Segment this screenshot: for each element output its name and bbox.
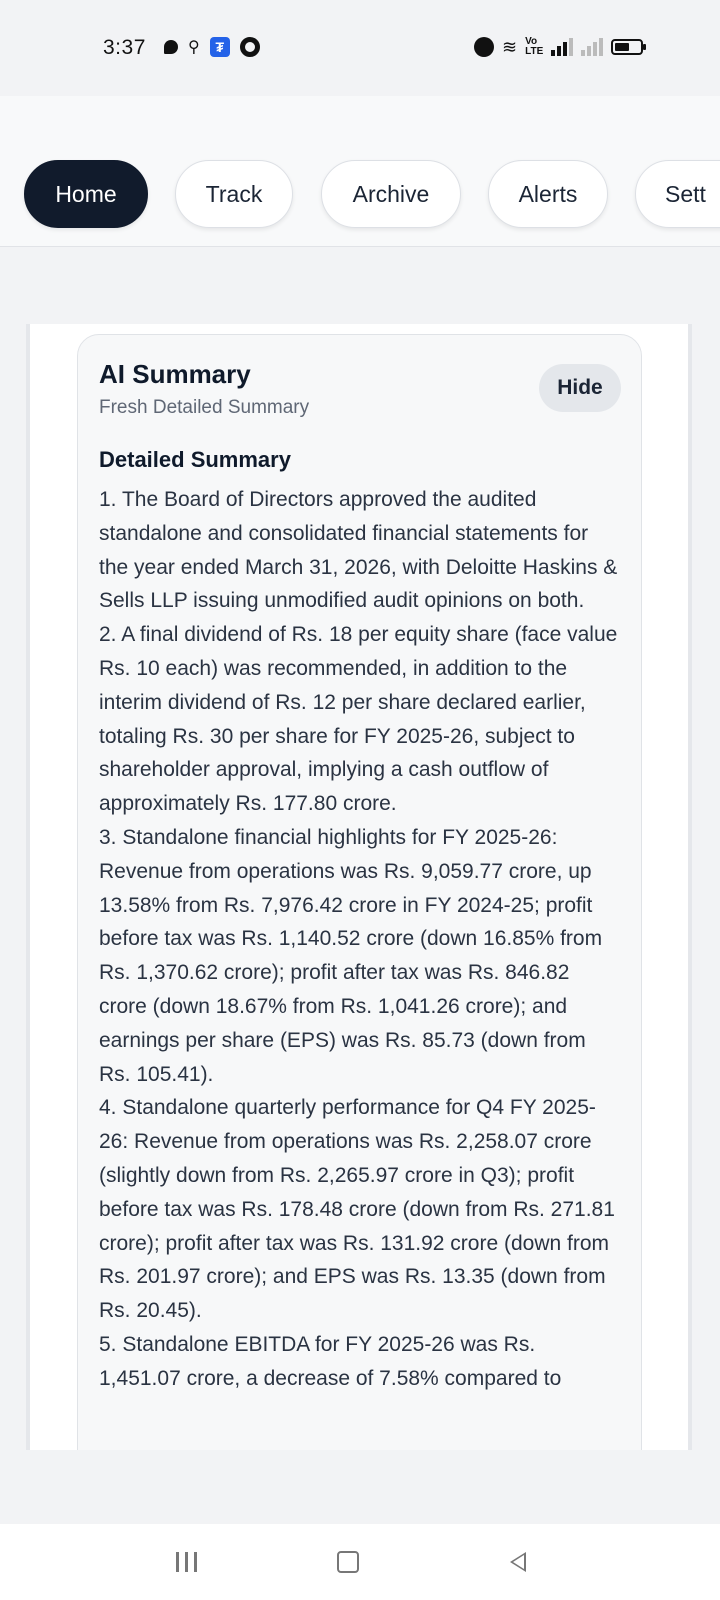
back-nav-button[interactable] xyxy=(498,1542,538,1582)
summary-point: 5. Standalone EBITDA for FY 2025-26 was Rs. 1,451.07 crore, a decrease of 7.58% compared to xyxy=(99,1332,562,1390)
tab-home[interactable]: Home xyxy=(24,160,148,228)
status-time: 3:37 xyxy=(103,36,146,59)
home-square-icon xyxy=(337,1551,359,1573)
tab-track[interactable]: Track xyxy=(175,160,293,228)
system-icons xyxy=(474,37,643,57)
content-area[interactable] xyxy=(0,247,720,1450)
wifi-icon: ≋ xyxy=(502,37,518,57)
summary-point: 3. Standalone financial highlights for FY 2025-26: Revenue from operations was Rs. 9,059.77 crore, up 13.58% from Rs. 7,976.42 crore in FY 2024-25; profit before tax was Rs. 1,140.52 crore (down 16.85% from Rs. 1,370.62 crore); profit after tax was Rs. 846.82 crore (down 18.67% from Rs. 1,041.26 crore); and earnings per share (EPS) was Rs. 85.73 (down from Rs. 105.41). xyxy=(99,825,603,1086)
message-icon xyxy=(164,40,178,54)
signal-strength-icon xyxy=(551,38,573,56)
back-triangle-icon xyxy=(510,1552,526,1572)
summary-body xyxy=(99,483,619,1396)
alarm-icon xyxy=(474,37,494,57)
app-notification-icon: ⚲ xyxy=(188,39,200,56)
volte-top-label: Vo xyxy=(525,36,538,47)
summary-point: 1. The Board of Directors approved the audited standalone and consolidated financial statements for the year ended March 31, 2026, with Deloitte Haskins & Sells LLP issuing unmodified audit opinions on both. xyxy=(99,488,618,613)
tab-alerts[interactable]: Alerts xyxy=(488,160,608,228)
summary-point: 4. Standalone quarterly performance for Q4 FY 2025-26: Revenue from operations was Rs. 2,258.07 crore (slightly down from Rs. 2,265.97 crore in Q3); profit before tax was Rs. 178.48 crore (down from Rs. 271.81 crore); profit after tax was Rs. 131.92 crore (down from Rs. 201.97 crore); and EPS was Rs. 13.35 (down from Rs. 20.45). xyxy=(99,1096,615,1323)
tab-settings[interactable]: Sett xyxy=(635,160,720,228)
notification-icons xyxy=(164,37,260,57)
volte-bottom-label: LTE xyxy=(525,46,544,57)
status-bar xyxy=(0,0,720,96)
summary-point: 2. A final dividend of Rs. 18 per equity share (face value Rs. 10 each) was recommended, in addition to the interim dividend of Rs. 12 per share declared earlier, totaling Rs. 30 per share for FY 2025-26, subject to shareholder approval, implying a cash outflow of approximately Rs. 177.80 crore. xyxy=(99,623,618,816)
app-shield-icon: ₮ xyxy=(210,37,230,57)
recent-apps-icon[interactable] xyxy=(166,1542,206,1582)
card-title: AI Summary xyxy=(99,359,251,389)
home-nav-button[interactable] xyxy=(328,1542,368,1582)
signal-no-service-icon xyxy=(581,38,603,56)
battery-icon xyxy=(611,39,643,55)
hide-button[interactable]: Hide xyxy=(539,364,621,412)
section-heading: Detailed Summary xyxy=(99,447,291,472)
ai-summary-card xyxy=(77,334,642,1450)
circle-app-icon xyxy=(240,37,260,57)
card-subtitle: Fresh Detailed Summary xyxy=(99,397,310,418)
volte-icon xyxy=(525,37,543,57)
system-nav-bar xyxy=(0,1524,720,1600)
tab-archive[interactable]: Archive xyxy=(321,160,461,228)
tab-bar xyxy=(0,96,720,247)
